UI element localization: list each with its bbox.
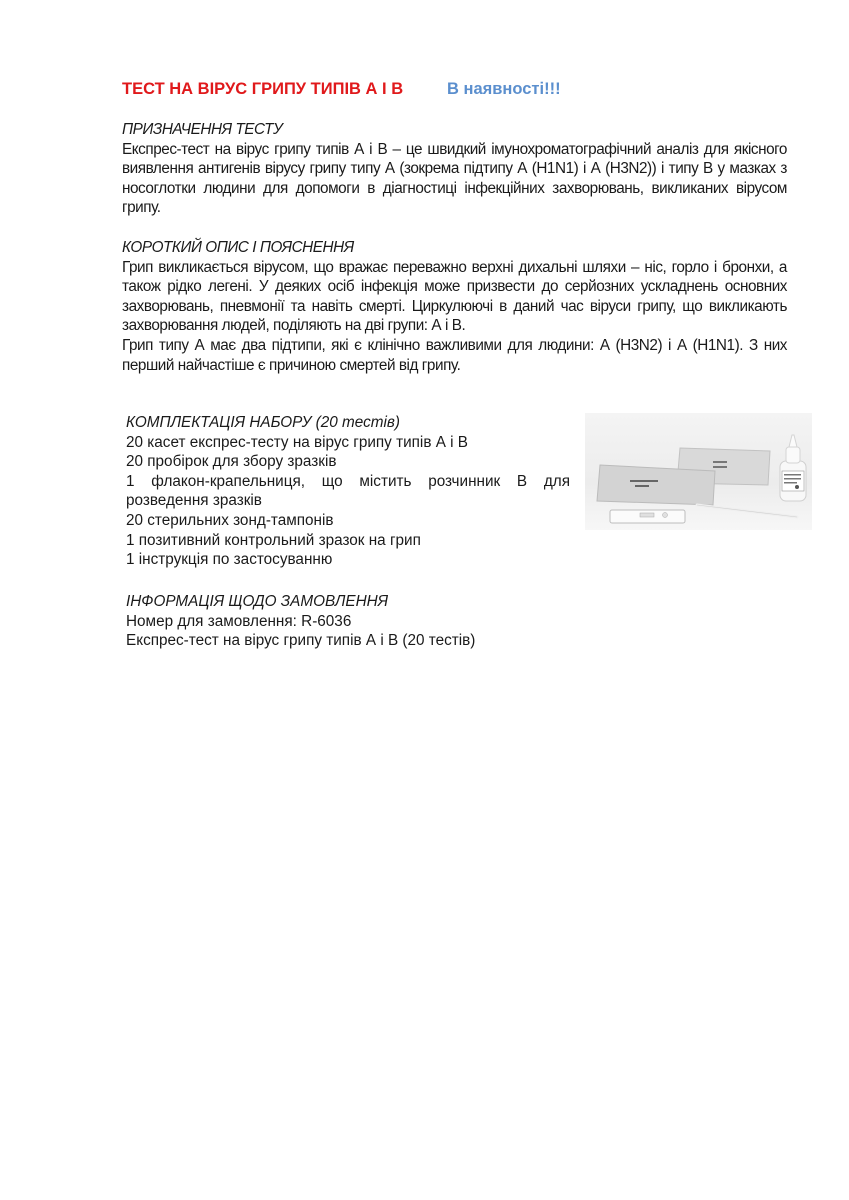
purpose-text: Експрес-тест на вірус грипу типів А і В – це швидкий імунохроматографічний аналіз для якісного виявлення антигенів вірусу грипу типу А (зокрема підтипу А (H1N1) і А (H3N2)) і типу В у мазках з носоглотки людини для допомоги в діагностиці інфекційних захворювань, викликаних вірусом грипу. bbox=[122, 140, 787, 217]
order-section bbox=[126, 592, 586, 651]
document-title: ТЕСТ НА ВІРУС ГРИПУ ТИПІВ А І В bbox=[122, 80, 404, 98]
test-kit-photo-icon bbox=[585, 413, 812, 530]
description-paragraph: Грип викликається вірусом, що вражає переважно верхні дихальні шляхи – ніс, горло і бронхи, а також рідко легені. У деяких осіб інфекція може призвести до серйозних ускладнень основних захворювань, пневмонії та навіть смерті. Циркулюючі в даний час віруси грипу, що викликають захворювання людей, поділяють на дві групи: А і В. bbox=[122, 258, 787, 335]
kit-item: 20 стерильних зонд-тампонів bbox=[126, 511, 334, 529]
document-title-row bbox=[122, 80, 561, 99]
kit-item: 1 інструкція по застосуванню bbox=[126, 551, 333, 569]
kit-section bbox=[126, 413, 570, 570]
kit-item: 20 касет експрес-тесту на вірус грипу типів А і В bbox=[126, 433, 468, 451]
order-heading: ІНФОРМАЦІЯ ЩОДО ЗАМОВЛЕННЯ bbox=[126, 593, 389, 610]
description-heading: КОРОТКИЙ ОПИС І ПОЯСНЕННЯ bbox=[122, 239, 354, 256]
order-product: Експрес-тест на вірус грипу типів А і В (20 тестів) bbox=[126, 632, 476, 650]
order-number: Номер для замовлення: R-6036 bbox=[126, 612, 352, 630]
description-paragraph: Грип типу А має два підтипи, які є клінічно важливими для людини: А (H3N2) і А (H1N1). З них перший найчастіше є причиною смертей від грипу. bbox=[122, 336, 787, 374]
purpose-section bbox=[122, 120, 787, 218]
purpose-heading: ПРИЗНАЧЕННЯ ТЕСТУ bbox=[122, 121, 283, 138]
availability-badge: В наявності!!! bbox=[447, 80, 561, 98]
description-section bbox=[122, 238, 787, 375]
kit-heading: КОМПЛЕКТАЦІЯ НАБОРУ (20 тестів) bbox=[126, 414, 400, 431]
kit-item: 1 флакон-крапельниця, що містить розчинник В для розведення зразків bbox=[126, 472, 570, 510]
test-kit-photo-drawing bbox=[585, 413, 812, 530]
kit-item: 20 пробірок для збору зразків bbox=[126, 453, 337, 471]
kit-item: 1 позитивний контрольний зразок на грип bbox=[126, 531, 421, 549]
